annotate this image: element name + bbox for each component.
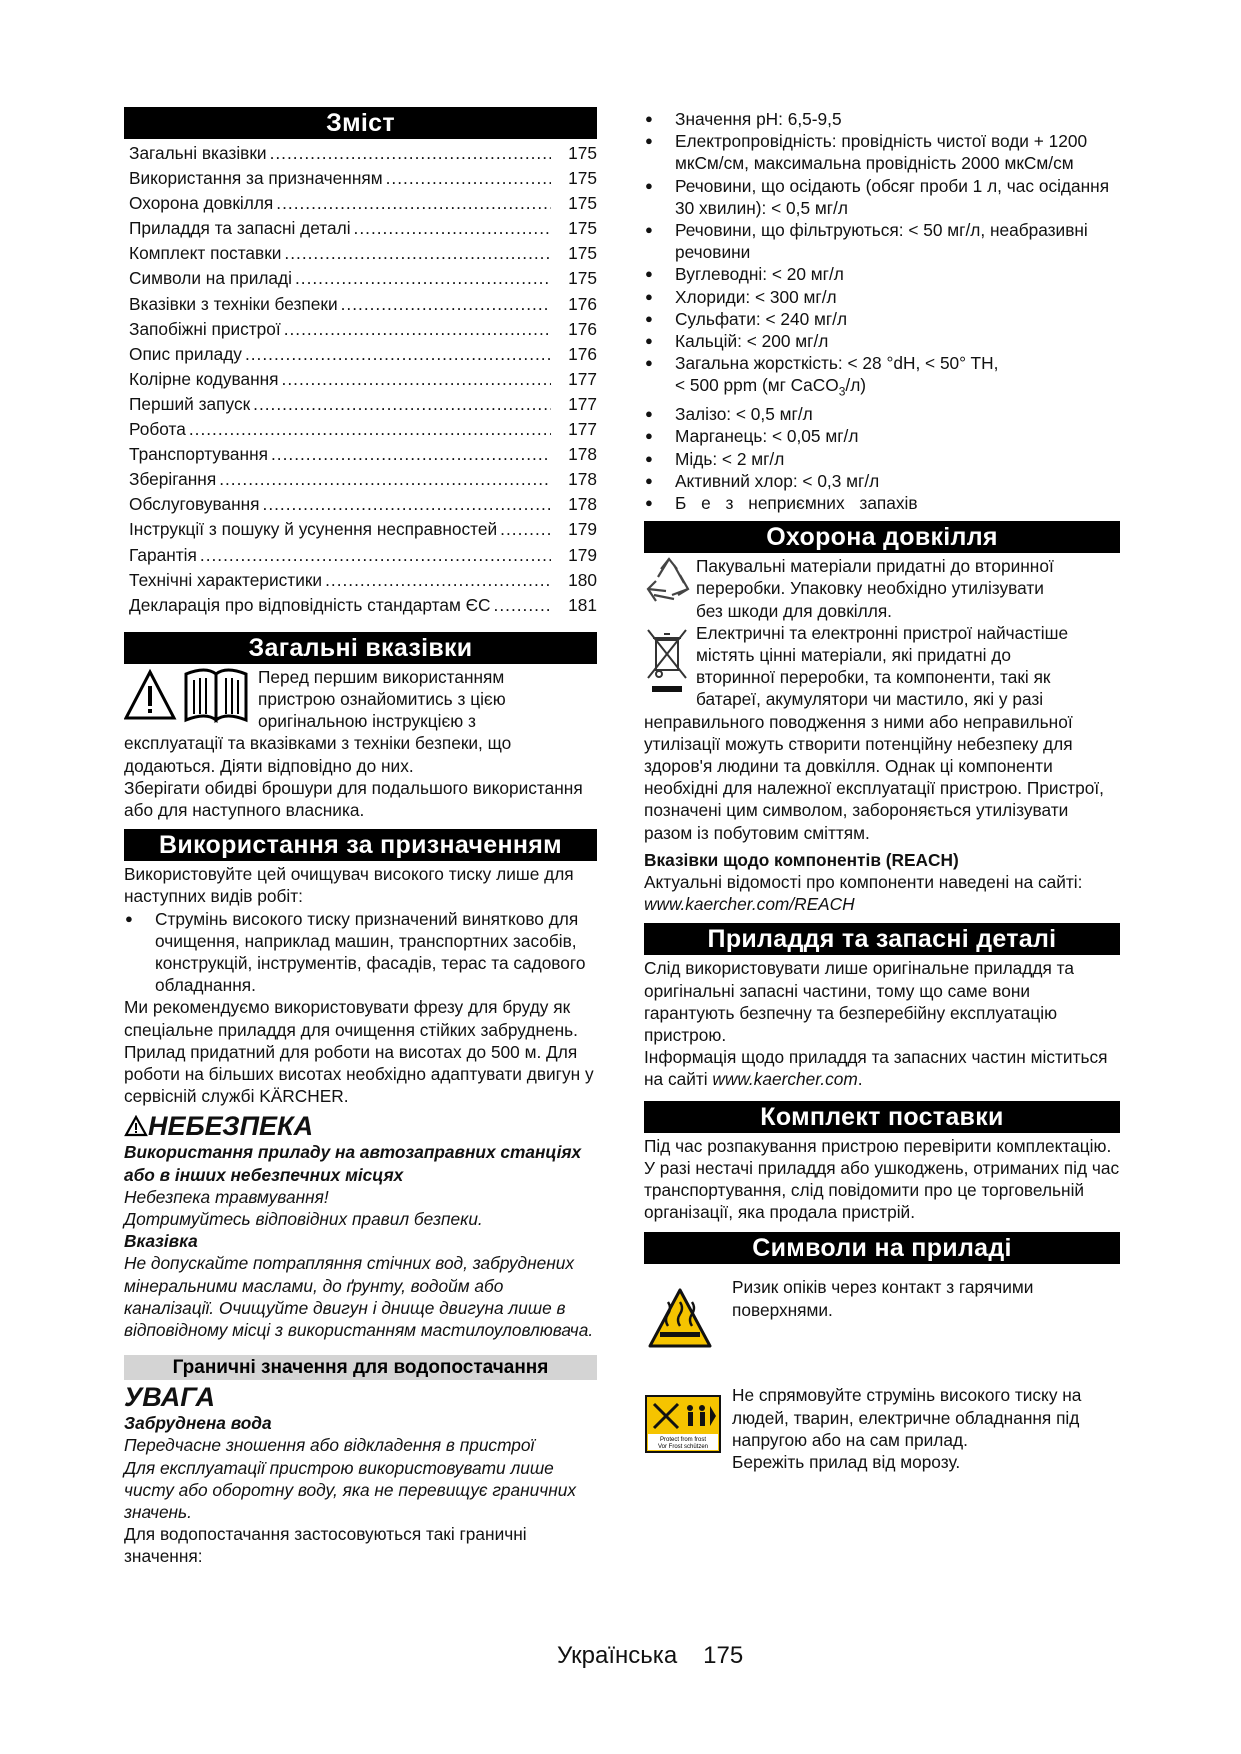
toc-entry-label: Гарантія (129, 545, 200, 565)
warning-manual-icon (124, 666, 254, 732)
frost-label-de: Vor Frost schützen (657, 1444, 709, 1451)
list-item: ● Речовини, що осідають (обсяг проби 1 л, час осідання 30 хвилин): < 0,5 мг/л (644, 175, 1120, 219)
toc-entry-label: Використання за призначенням (129, 168, 386, 188)
general-text-2: Зберігати обидві брошури для подальшого використання або для наступного власника. (124, 777, 583, 820)
toc-entry-label: Загальні вказівки (129, 143, 270, 163)
toc-entry[interactable] (124, 241, 597, 266)
toc-entry[interactable] (124, 266, 597, 291)
list-item: ● Струмінь високого тиску призначений винятково для очищення, наприклад машин, транспортних засобів, конструкцій, інструментів, фасадів, терас та садового обладнання. (124, 908, 597, 997)
page-number: 175 (703, 1642, 744, 1669)
toc-entry-title (129, 492, 551, 517)
toc-entry-page: 175 (568, 193, 597, 214)
weee-text: батареї, акумулятори чи мастило, які у разі (696, 689, 1044, 710)
note-text: Не допускайте потрапляння стічних вод, забруднених мінеральними маслами, до ґрунту, водойм або каналізації. Очищуйте двигун і днище двигуна лише в відповідному місці з використанням мастилоуловлювача. (124, 1253, 594, 1341)
accessories-text: Інформація щодо приладдя та запасних частин міститься на сайті (644, 1047, 1108, 1090)
toc-entry-title (129, 367, 551, 392)
toc-entry-page: 175 (568, 218, 597, 239)
toc-entry-page: 176 (568, 293, 597, 314)
symbols-section (644, 1276, 1120, 1473)
toc-entry-title (129, 543, 551, 568)
list-item: ● Значення pH: 6,5-9,5 (644, 108, 1120, 130)
toc-entry[interactable] (124, 492, 597, 517)
toc-entry-page: 177 (568, 419, 597, 440)
list-item: ● Марганець: < 0,05 мг/л (644, 425, 1120, 447)
reach-title: Вказівки щодо компонентів (REACH) (644, 849, 959, 870)
toc-entry-title (129, 216, 551, 241)
section-heading-delivery: Комплект поставки (644, 1101, 1120, 1133)
environment-section (644, 555, 1120, 915)
toc-entry-title (129, 317, 551, 342)
toc-entry-title (129, 166, 551, 191)
no-jet-text: Не спрямовуйте струмінь високого тиску на людей, тварин, електричне обладнання під напругою або на сам прилад. (732, 1385, 1082, 1450)
toc-entry-title (129, 392, 551, 417)
toc-entry-title (129, 593, 551, 618)
toc-entry-label: Опис приладу (129, 344, 245, 364)
reach-text-body: Актуальні відомості про компоненти наведені на сайті: (644, 871, 1083, 892)
weee-text: Електричні та електронні пристрої найчастіше (696, 622, 1069, 643)
caution-instruction: Для експлуатації пристрою використовувати лише чисту або оборотну воду, яка не перевищує граничних значень. (124, 1457, 576, 1523)
toc-entry[interactable] (124, 442, 597, 467)
toc-entry[interactable] (124, 216, 597, 241)
table-of-contents (124, 141, 597, 618)
list-item: ● Б е з неприємних запахів (644, 492, 1120, 514)
intended-paragraph: Прилад придатний для роботи на висотах до 500 м. Для роботи на більших висотах необхідно адаптувати двигун у сервісній службі KÄRCHER. (124, 1041, 594, 1107)
frost-label-en: Protect from frost (659, 1437, 707, 1444)
toc-entry[interactable] (124, 367, 597, 392)
caution-subject: Забруднена вода (124, 1413, 272, 1434)
section-heading-environment: Охорона довкілля (644, 521, 1120, 553)
hardness-subscript: 3 (838, 384, 846, 399)
toc-entry[interactable] (124, 292, 597, 317)
toc-entry[interactable] (124, 342, 597, 367)
toc-entry-page: 175 (568, 268, 597, 289)
toc-entry-page: 175 (568, 243, 597, 264)
toc-entry-title (129, 342, 551, 367)
list-item: ● Речовини, що фільтруються: < 50 мг/л, неабразивні речовини (644, 219, 1120, 263)
toc-entry-label: Вказівки з техніки безпеки (129, 294, 341, 314)
section-heading-symbols: Символи на приладі (644, 1232, 1120, 1264)
water-limits-list (644, 108, 1120, 514)
toc-entry-page: 176 (568, 318, 597, 339)
recycle-text: переробки. Упаковку необхідно утилізувати (696, 578, 1044, 599)
toc-entry-page: 178 (568, 494, 597, 515)
toc-entry[interactable] (124, 191, 597, 216)
general-section (124, 666, 597, 821)
toc-entry[interactable] (124, 543, 597, 568)
frost-text: Бережіть прилад від морозу. (732, 1452, 961, 1472)
toc-entry-page: 181 (568, 594, 597, 615)
section-heading-intended-use: Використання за призначенням (124, 829, 597, 861)
toc-entry[interactable] (124, 568, 597, 593)
delivery-text: Під час розпакування пристрою перевірити комплектацію. У разі нестачі приладдя або ушкоджень, отриманих під час транспортування, слід повідомити про це торговельній організації, яка продала пристрій. (644, 1135, 1120, 1223)
note-title: Вказівка (124, 1231, 198, 1252)
accessories-section (644, 957, 1120, 1090)
general-intro-line: оригінальною інструкцією з (258, 711, 476, 732)
delivery-section (644, 1135, 1120, 1224)
accessories-paragraph: Слід використовувати лише оригінальне приладдя та оригінальні запасні частини, тому що саме вони гарантують безпечну та безперебійну експлуатацію пристрою. (644, 958, 1074, 1045)
toc-entry-page: 175 (568, 143, 597, 163)
toc-entry-title (129, 191, 551, 216)
general-text: експлуатації та вказівками з техніки безпеки, що додаються. Діяти відповідно до них. (124, 733, 512, 776)
list-item-hardness (644, 352, 1120, 403)
list-item: ● Кальцій: < 200 мг/л (644, 330, 1120, 352)
hardness-text: Загальна жорсткість: < 28 °dH, < 50° TH, (675, 353, 999, 374)
toc-entry[interactable] (124, 317, 597, 342)
weee-text-rest: неправильного поводження з ними або неправильної утилізації можуть створити потенційну небезпеку для здоров'я людини та довкілля. Однак ці компоненти необхідні для належної експлуатації пристрою. Пристрої, позначені цим символом, забороняється утилізувати разом із побутовим сміттям. (644, 711, 1104, 843)
section-heading-accessories: Приладдя та запасні деталі (644, 923, 1120, 955)
intended-bullet-list (124, 908, 597, 997)
intended-paragraph: Використовуйте цей очищувач високого тиску лише для наступних видів робіт: (124, 864, 574, 907)
hardness-text: < 500 ppm (мг CaCO (675, 375, 839, 396)
list-item: ● Активний хлор: < 0,3 мг/л (644, 470, 1120, 492)
list-item: ● Сульфати: < 240 мг/л (644, 308, 1120, 330)
toc-entry[interactable] (124, 517, 597, 542)
toc-entry-page: 178 (568, 469, 597, 490)
toc-entry-page: 176 (568, 343, 597, 364)
toc-entry-label: Символи на приладі (129, 268, 295, 288)
warning-triangle-icon (124, 1115, 148, 1137)
section-heading-water-limits: Граничні значення для водопостачання (124, 1355, 597, 1380)
hot-surface-text: Ризик опіків через контакт з гарячими поверхнями. (732, 1277, 1034, 1320)
reach-link[interactable]: www.kaercher.com/REACH (644, 894, 855, 915)
left-column (124, 107, 597, 1568)
danger-subject: Використання приладу на автозаправних станціях або в інших небезпечних місцях (124, 1142, 582, 1185)
hot-surface-icon (644, 1286, 732, 1362)
reach-text (644, 871, 1120, 915)
toc-entry-page: 175 (568, 168, 597, 189)
intended-use-section (124, 863, 597, 1341)
intended-paragraph: Ми рекомендуємо використовувати фрезу для бруду як спеціальне приладдя для очищення стійких забруднень. (124, 997, 578, 1040)
weee-text: вторинної переробки, та компоненти, такі як (696, 667, 1051, 688)
kaercher-link[interactable]: www.kaercher.com (712, 1069, 858, 1090)
general-intro-line: Перед першим використанням (258, 666, 505, 687)
recycling-icon (644, 555, 694, 621)
list-item: ● Вуглеводні: < 20 мг/л (644, 263, 1120, 285)
hardness-text: /л) (845, 375, 867, 396)
recycle-text: без шкоди для довкілля. (696, 600, 892, 621)
toc-entry-label: Інструкції з пошуку й усунення несправностей (129, 519, 500, 539)
toc-heading: Зміст (124, 107, 597, 139)
toc-entry-title (129, 517, 551, 542)
toc-entry-title (129, 241, 551, 266)
toc-entry-title (129, 417, 551, 442)
toc-entry-label: Запобіжні пристрої (129, 319, 284, 339)
toc-entry-page: 177 (568, 368, 597, 389)
toc-entry-label: Перший запуск (129, 394, 253, 414)
toc-entry-title (129, 266, 551, 291)
general-intro-line: пристрою ознайомитись з цією (258, 688, 506, 709)
accessories-text: . (857, 1069, 863, 1090)
toc-entry-page: 179 (568, 544, 597, 565)
water-limits-section (124, 1382, 597, 1567)
toc-entry-page: 177 (568, 393, 597, 414)
toc-entry-title (129, 292, 551, 317)
toc-entry-title (129, 141, 551, 166)
accessories-paragraph (644, 1046, 1120, 1090)
footer-language: Українська (557, 1642, 678, 1669)
list-item: ● Хлориди: < 300 мг/л (644, 286, 1120, 308)
danger-label: НЕБЕЗПЕКА (148, 1111, 314, 1142)
danger-instruction: Дотримуйтесь відповідних правил безпеки. (124, 1209, 483, 1230)
toc-entry-title (129, 467, 551, 492)
toc-entry-label: Приладдя та запасні деталі (129, 218, 354, 238)
danger-consequence: Небезпека травмування! (124, 1186, 329, 1207)
toc-entry-label: Технічні характеристики (129, 570, 325, 590)
toc-entry-page: 179 (568, 519, 597, 540)
caution-consequence: Передчасне зношення або відкладення в пристрої (124, 1435, 535, 1456)
toc-entry[interactable] (124, 392, 597, 417)
toc-entry-title (129, 442, 551, 467)
limits-intro: Для водопостачання застосовуються такі граничні значення: (124, 1524, 527, 1567)
toc-entry-label: Зберігання (129, 469, 219, 489)
section-heading-general: Загальні вказівки (124, 632, 597, 664)
list-item: ● Залізо: < 0,5 мг/л (644, 403, 1120, 425)
list-item: ● Електропровідність: провідність чистої води + 1200 мкСм/см, максимальна провідність 2000 мкСм/см (644, 130, 1120, 174)
toc-entry[interactable] (124, 417, 597, 442)
toc-entry-title (129, 568, 551, 593)
weee-text: містять цінні матеріали, які придатні до (696, 644, 1011, 665)
toc-entry-label: Транспортування (129, 444, 271, 464)
toc-entry-label: Робота (129, 419, 189, 439)
toc-entry-page: 178 (568, 444, 597, 465)
recycle-text: Пакувальні матеріали придатні до вторинної (696, 556, 1054, 577)
crossed-bin-icon (644, 622, 694, 710)
toc-entry-label: Комплект поставки (129, 243, 284, 263)
no-spray-frost-label-icon (644, 1394, 732, 1464)
page-footer (557, 1641, 769, 1671)
right-column (644, 108, 1120, 1473)
toc-entry[interactable] (124, 593, 597, 618)
list-item: ● Мідь: < 2 мг/л (644, 448, 1120, 470)
toc-entry-label: Декларація про відповідність стандартам ЄС (129, 595, 494, 615)
toc-entry-label: Колірне кодування (129, 369, 282, 389)
toc-entry-page: 180 (568, 569, 597, 590)
toc-entry-label: Охорона довкілля (129, 193, 276, 213)
toc-entry-label: Обслуговування (129, 494, 263, 514)
toc-entry[interactable] (124, 467, 597, 492)
caution-title: УВАГА (124, 1382, 215, 1413)
danger-title (124, 1111, 597, 1141)
toc-entry[interactable] (124, 166, 597, 191)
toc-entry[interactable] (124, 141, 597, 166)
